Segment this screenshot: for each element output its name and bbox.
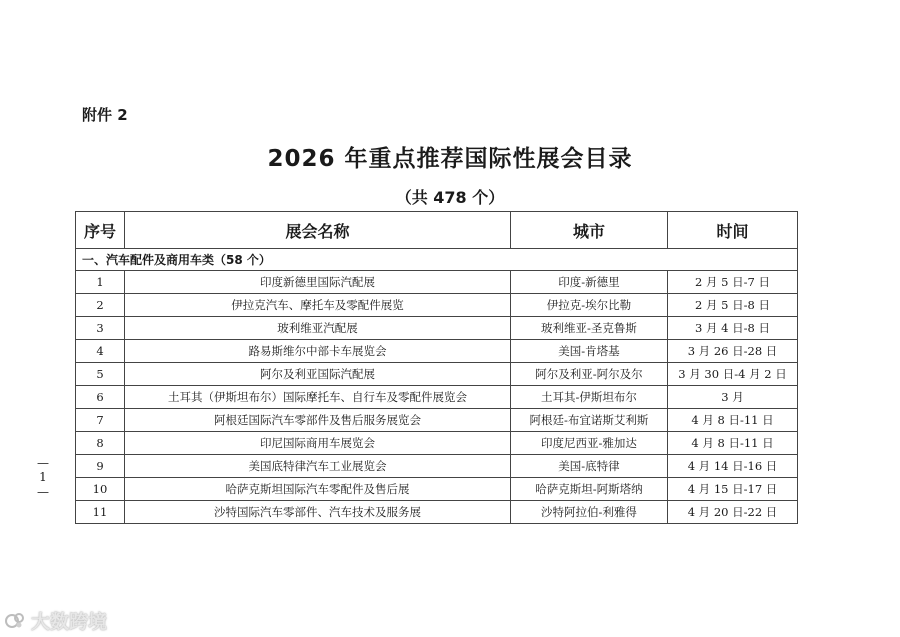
cell-no: 7 <box>76 409 125 432</box>
header-city: 城市 <box>511 212 668 249</box>
table-row <box>76 386 798 409</box>
cell-no: 2 <box>76 294 125 317</box>
cell-no: 8 <box>76 432 125 455</box>
cell-city: 印度-新德里 <box>511 271 668 294</box>
cell-name: 沙特国际汽车零部件、汽车技术及服务展 <box>125 501 511 524</box>
cell-no: 9 <box>76 455 125 478</box>
cell-city: 美国-底特律 <box>511 455 668 478</box>
cell-name: 美国底特律汽车工业展览会 <box>125 455 511 478</box>
cell-no: 10 <box>76 478 125 501</box>
cell-time: 4 月 8 日-11 日 <box>668 432 798 455</box>
cell-city: 阿根廷-布宜诺斯艾利斯 <box>511 409 668 432</box>
page-number-dash: — <box>37 456 49 470</box>
watermark-text: 大数跨境 <box>31 611 108 633</box>
cell-name: 印尼国际商用车展览会 <box>125 432 511 455</box>
header-no: 序号 <box>76 212 125 249</box>
page-subtitle: （共 478 个） <box>395 188 505 207</box>
table-row <box>76 455 798 478</box>
page-number-value: 1 <box>39 470 47 485</box>
table-row <box>76 271 798 294</box>
cell-city: 玻利维亚-圣克鲁斯 <box>511 317 668 340</box>
cell-name: 阿根廷国际汽车零部件及售后服务展览会 <box>125 409 511 432</box>
table-row <box>76 432 798 455</box>
cell-time: 4 月 14 日-16 日 <box>668 455 798 478</box>
cell-time: 3 月 30 日-4 月 2 日 <box>668 363 798 386</box>
cell-time: 4 月 15 日-17 日 <box>668 478 798 501</box>
page-title: 2026 年重点推荐国际性展会目录 <box>267 146 633 172</box>
table-row <box>76 478 798 501</box>
table-header-row <box>76 212 798 249</box>
cell-name: 玻利维亚汽配展 <box>125 317 511 340</box>
cell-time: 3 月 <box>668 386 798 409</box>
cell-no: 11 <box>76 501 125 524</box>
cell-name: 印度新德里国际汽配展 <box>125 271 511 294</box>
cell-city: 土耳其-伊斯坦布尔 <box>511 386 668 409</box>
section-title: 一、汽车配件及商用车类（58 个） <box>76 249 798 271</box>
cell-time: 3 月 26 日-28 日 <box>668 340 798 363</box>
table-row <box>76 294 798 317</box>
watermark <box>4 607 107 634</box>
cell-no: 3 <box>76 317 125 340</box>
table-row <box>76 317 798 340</box>
page-number-dash: — <box>37 484 49 499</box>
table-row <box>76 363 798 386</box>
table-row <box>76 340 798 363</box>
logo-icon <box>4 610 26 632</box>
cell-city: 沙特阿拉伯-利雅得 <box>511 501 668 524</box>
cell-city: 阿尔及利亚-阿尔及尔 <box>511 363 668 386</box>
cell-time: 4 月 8 日-11 日 <box>668 409 798 432</box>
cell-no: 1 <box>76 271 125 294</box>
attachment-label: 附件 2 <box>82 106 128 124</box>
cell-name: 阿尔及利亚国际汽配展 <box>125 363 511 386</box>
page-number <box>36 456 50 499</box>
cell-no: 6 <box>76 386 125 409</box>
header-time: 时间 <box>668 212 798 249</box>
cell-time: 3 月 4 日-8 日 <box>668 317 798 340</box>
cell-name: 路易斯维尔中部卡车展览会 <box>125 340 511 363</box>
cell-name: 哈萨克斯坦国际汽车零配件及售后展 <box>125 478 511 501</box>
cell-name: 伊拉克汽车、摩托车及零配件展览 <box>125 294 511 317</box>
section-row <box>76 249 798 271</box>
cell-city: 哈萨克斯坦-阿斯塔纳 <box>511 478 668 501</box>
exhibition-table <box>75 211 798 524</box>
cell-no: 4 <box>76 340 125 363</box>
cell-name: 土耳其（伊斯坦布尔）国际摩托车、自行车及零配件展览会 <box>125 386 511 409</box>
table-row <box>76 501 798 524</box>
cell-time: 2 月 5 日-8 日 <box>668 294 798 317</box>
cell-time: 4 月 20 日-22 日 <box>668 501 798 524</box>
cell-time: 2 月 5 日-7 日 <box>668 271 798 294</box>
cell-city: 印度尼西亚-雅加达 <box>511 432 668 455</box>
header-name: 展会名称 <box>125 212 511 249</box>
cell-city: 美国-肯塔基 <box>511 340 668 363</box>
cell-city: 伊拉克-埃尔比勒 <box>511 294 668 317</box>
table-row <box>76 409 798 432</box>
cell-no: 5 <box>76 363 125 386</box>
